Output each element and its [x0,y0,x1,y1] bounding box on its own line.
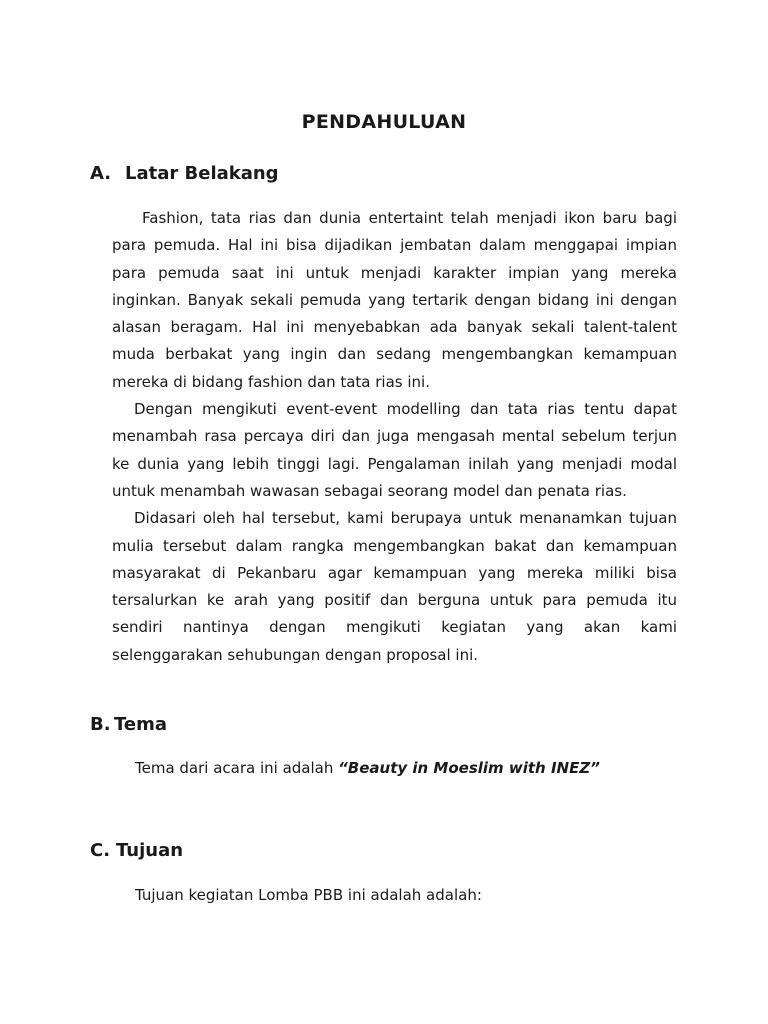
document-title: PENDAHULUAN [301,111,467,133]
tema-text [135,759,600,777]
section-heading-tema [90,714,167,735]
tema-quote: “Beauty in Moeslim with INEZ” [338,759,600,777]
section-letter: A. [90,163,112,184]
paragraph: Dengan mengikuti event-event modelling dan tata rias tentu dapat menambah rasa percaya diri dan juga mengasah mental sebelum terjun ke dunia yang lebih tinggi lagi. Pengalaman inilah yang menjadi modal untuk menambah wawasan sebagai seorang model dan penata rias. [112,400,677,500]
tema-intro: Tema dari acara ini adalah [135,759,339,777]
tujuan-text: Tujuan kegiatan Lomba PBB ini adalah adalah: [135,886,482,904]
section-letter: C. [90,840,111,861]
latar-belakang-body [112,205,677,669]
section-title: Tema [114,714,167,735]
section-letter: B. [90,714,111,735]
section-heading-latar-belakang [90,163,279,184]
section-title: Latar Belakang [125,163,279,184]
section-heading-tujuan [90,840,183,861]
section-title: Tujuan [116,840,184,861]
paragraph: Didasari oleh hal tersebut, kami berupaya untuk menanamkan tujuan mulia tersebut dalam rangka mengembangkan bakat dan kemampuan masyarakat di Pekanbaru agar kemampuan yang mereka miliki bisa tersalurkan ke arah yang positif dan berguna untuk para pemuda itu sendiri nantinya dengan mengikuti kegiatan yang akan kami selenggarakan sehubungan dengan proposal ini. [112,509,677,664]
paragraph: Fashion, tata rias dan dunia entertaint telah menjadi ikon baru bagi para pemuda. Hal ini bisa dijadikan jembatan dalam menggapai impian para pemuda saat ini untuk menjadi karakter impian yang mereka inginkan. Banyak sekali pemuda yang tertarik dengan bidang ini dengan alasan beragam. Hal ini menyebabkan ada banyak sekali talent-talent muda berbakat yang ingin dan sedang mengembangkan kemampuan mereka di bidang fashion dan tata rias ini. [112,209,677,391]
